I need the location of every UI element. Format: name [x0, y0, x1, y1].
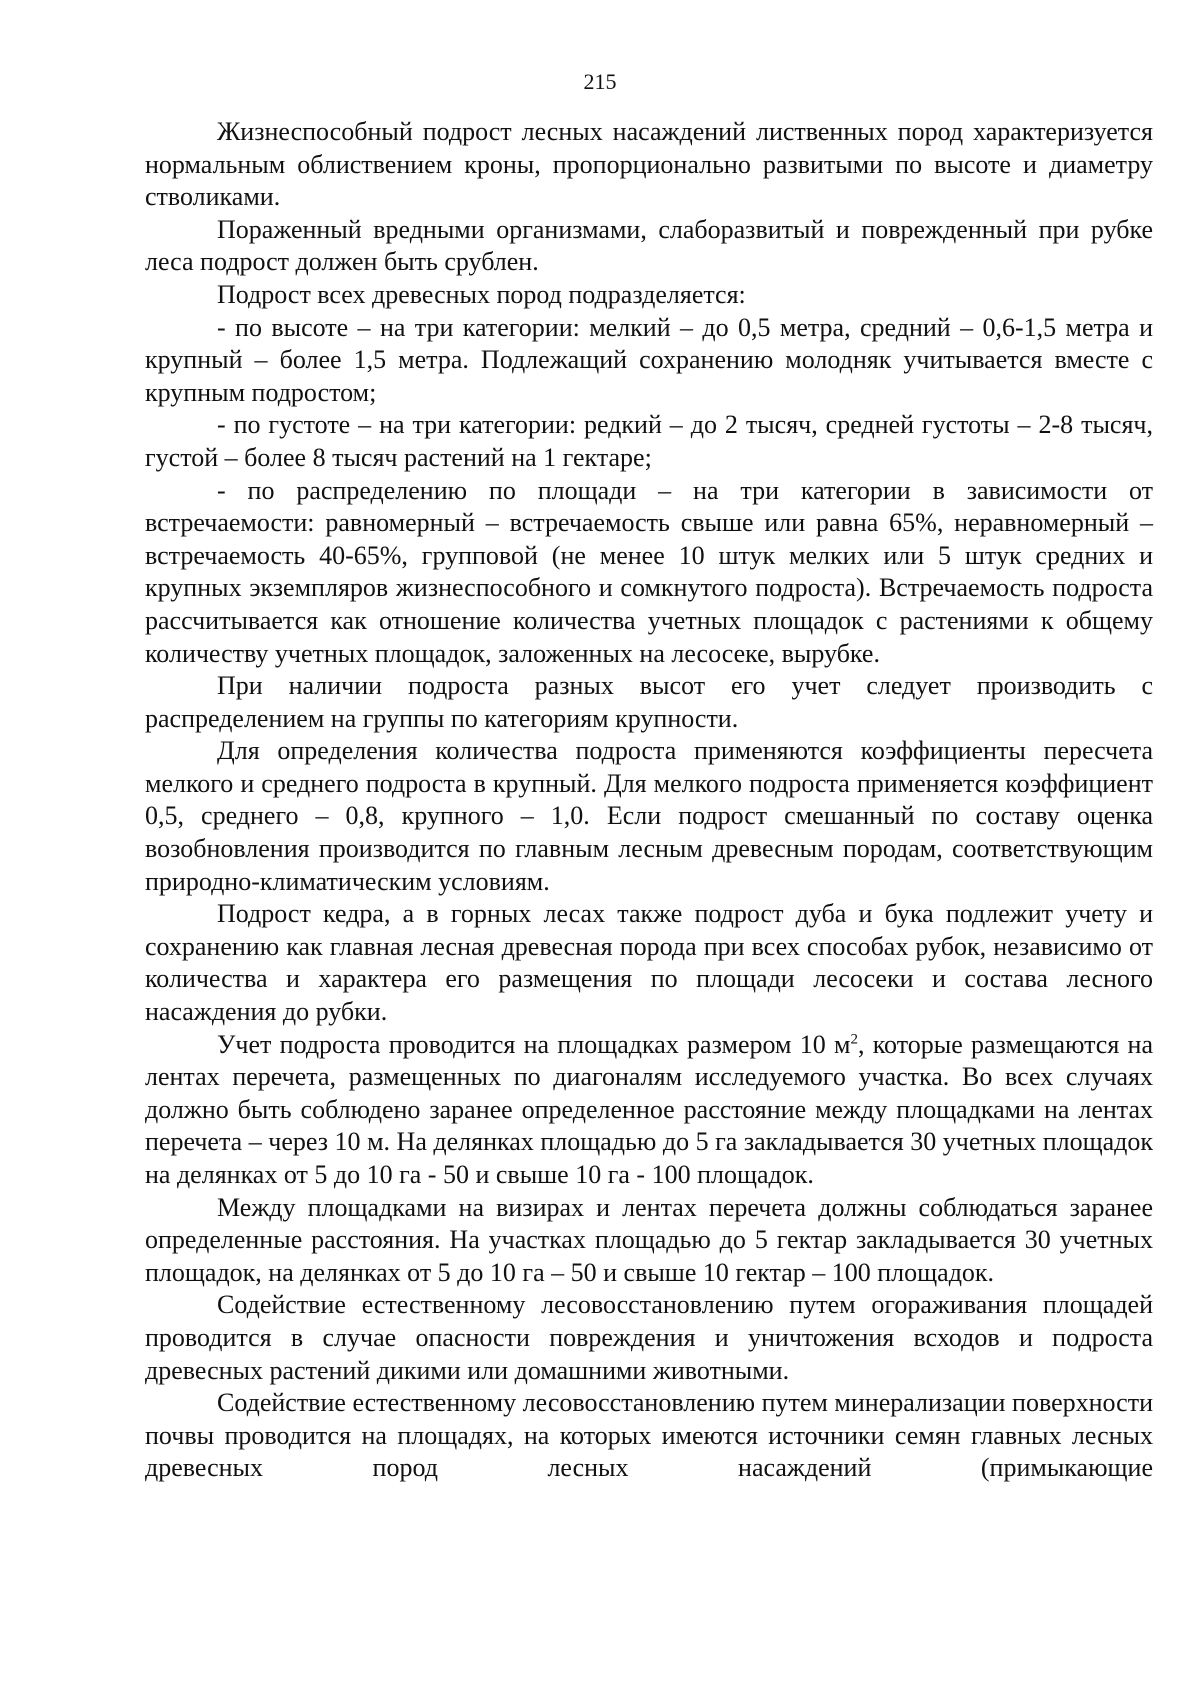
paragraph: Подрост кедра, а в горных лесах также подрост дуба и бука подлежит учету и сохранению как главная лесная древесная порода при всех способах рубок, независимо от количества и характера его размещения по площади лесосеки и состава лесного насаждения до рубки.	[145, 899, 1153, 1027]
superscript-exponent: 2	[850, 1030, 858, 1047]
list-item-height: - по высоте – на три категории: мелкий – до 0,5 метра, средний – 0,6-1,5 метра и крупный – более 1,5 метра. Подлежащий сохранению молодняк учитывается вместе с крупным подростом;	[145, 312, 1153, 407]
area-text-after: , которые размещаются на лентах перечета, размещенных по диагоналям исследуемого участка. Во всех случаях должно быть соблюдено заранее определенное расстояние между площадками на лентах перечета – через 10 м. На делянках площадью до 5 га закладывается 30 учетных площадок на делянках от 5 до 10 га - 50 и свыше 10 га - 100 площадок.	[145, 1029, 1154, 1189]
paragraph: Жизнеспособный подрост лесных насаждений лиственных пород характеризуется нормальным облиствением кроны, пропорционально развитыми по высоте и диаметру стволиками.	[145, 117, 1153, 212]
paragraph: Подрост всех древесных пород подразделяется:	[217, 279, 746, 309]
paragraph: При наличии подроста разных высот его учет следует производить с распределением на группы по категориям крупности.	[145, 671, 1153, 733]
list-item-distribution: - по распределению по площади – на три категории в зависимости от встречаемости: равномерный – встречаемость свыше или равна 65%, неравномерный – встречаемость 40-65%, групповой (не менее 10 штук мелких или 5 штук средних и крупных экземпляров жизнеспособного и сомкнутого подроста). Встречаемость подроста рассчитывается как отношение количества учетных площадок с растениями к общему количеству учетных площадок, заложенных на лесосеке, вырубке.	[145, 475, 1153, 668]
paragraph: Содействие естественному лесовосстановлению путем огораживания площадей проводится в случае опасности повреждения и уничтожения всходов и подроста древесных растений дикими или домашними животными.	[145, 1290, 1153, 1385]
document-body	[145, 116, 1153, 1485]
page-number: 215	[583, 69, 617, 94]
paragraph: Для определения количества подроста применяются коэффициенты пересчета мелкого и среднего подроста в крупный. Для мелкого подроста применяется коэффициент 0,5, среднего – 0,8, крупного – 1,0. Если подрост смешанный по составу оценка возобновления производится по главным лесным древесным породам, соответствующим природно-климатическим условиям.	[145, 736, 1153, 896]
area-text-before: Учет подроста проводится на площадках размером 10 м	[217, 1029, 851, 1059]
paragraph-continued: Содействие естественному лесовосстановлению путем минерализации поверхности почвы проводится на площадях, на которых имеются источники семян главных лесных древесных пород лесных насаждений (примыкающие	[145, 1388, 1153, 1483]
paragraph: Между площадками на визирах и лентах перечета должны соблюдаться заранее определенные расстояния. На участках площадью до 5 гектар закладывается 30 учетных площадок, на делянках от 5 до 10 га – 50 и свыше 10 гектар – 100 площадок.	[145, 1192, 1153, 1287]
list-item-density: - по густоте – на три категории: редкий – до 2 тысяч, средней густоты – 2-8 тысяч, густой – более 8 тысяч растений на 1 гектаре;	[145, 410, 1153, 472]
paragraph: Пораженный вредными организмами, слаборазвитый и поврежденный при рубке леса подрост должен быть срублен.	[145, 214, 1153, 277]
paragraph-area-measure	[145, 1029, 1153, 1192]
